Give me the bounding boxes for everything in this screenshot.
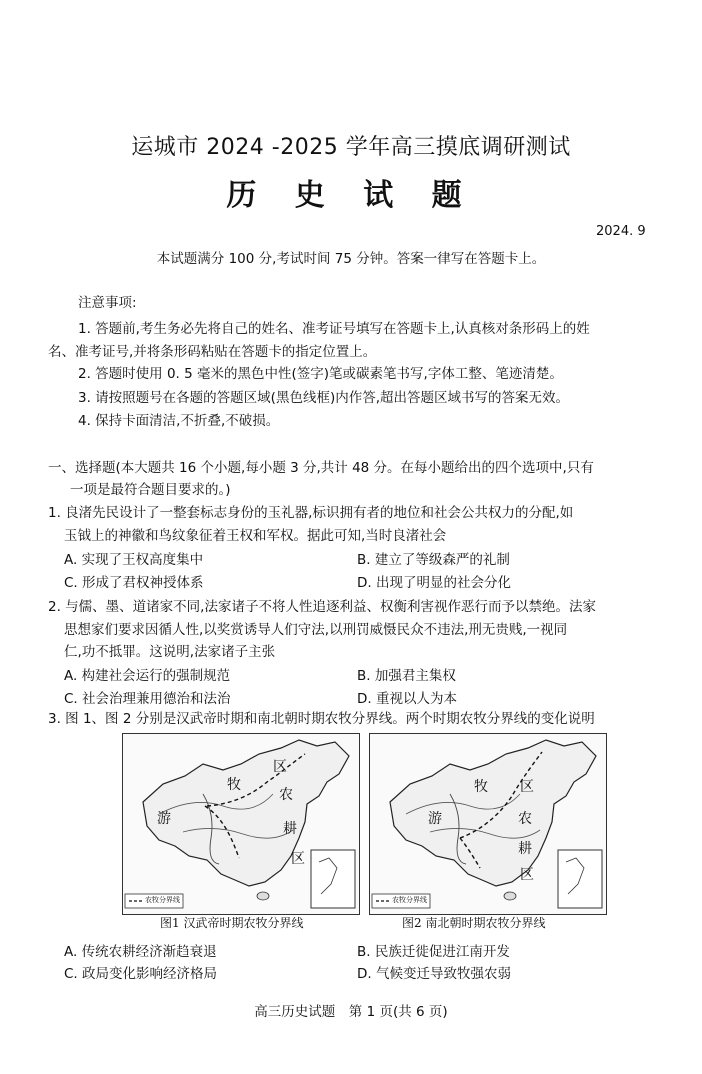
map2-legend: 农牧分界线 (392, 896, 427, 904)
q3-option-c[interactable]: C. 政局变化影响经济格局 (64, 966, 218, 982)
q2-stem-line3: 仁,功不抵罪。这说明,法家诸子主张 (64, 644, 276, 660)
exam-title: 运城市 2024 -2025 学年高三摸底调研测试 (131, 135, 571, 160)
section-heading-cont: 一项是最符合题目要求的。) (70, 482, 231, 498)
map2-label-nong: 农 (518, 811, 532, 827)
q1-option-b[interactable]: B. 建立了等级森严的礼制 (357, 552, 510, 568)
map1-label-geng: 耕 (283, 821, 297, 837)
q1-option-d[interactable]: D. 出现了明显的社会分化 (357, 575, 511, 591)
q1-stem-line2: 玉钺上的神徽和鸟纹象征着王权和军权。据此可知,当时良渚社会 (64, 528, 447, 544)
q3-stem: 3. 图 1、图 2 分别是汉武帝时期和南北朝时期农牧分界线。两个时期农牧分界线的变化说明 (48, 711, 595, 727)
q2-stem-line2: 思想家们要求因循人性,以奖赏诱导人们守法,以刑罚威慑民众不违法,刑无贵贱,一视同 (64, 622, 568, 638)
map1-label-you: 游 (157, 811, 171, 827)
q3-option-b[interactable]: B. 民族迁徙促进江南开发 (357, 944, 510, 960)
map2-label-mu: 牧 (474, 779, 488, 795)
q2-option-c[interactable]: C. 社会治理兼用德治和法治 (64, 691, 231, 707)
q2-option-a[interactable]: A. 构建社会运行的强制规范 (64, 668, 231, 684)
notice-item-4: 4. 保持卡面清洁,不折叠,不破损。 (78, 413, 280, 429)
notice-item-3: 3. 请按照题号在各题的答题区域(黑色线框)内作答,超出答题区域书写的答案无效。 (78, 390, 569, 406)
map1-label-qu-2: 区 (291, 851, 305, 867)
map1-label-mu: 牧 (227, 777, 241, 793)
notice-item-1-cont: 名、准考证号,并将条形码粘贴在答题卡的指定位置上。 (48, 344, 377, 360)
section-heading: 一、选择题(本大题共 16 个小题,每小题 3 分,共计 48 分。在每小题给出的四个选项中,只有 (48, 460, 594, 476)
q2-option-b[interactable]: B. 加强君主集权 (357, 668, 456, 684)
notice-item-2: 2. 答题时使用 0. 5 毫米的黑色中性(签字)笔或碳素笔书写,字体工整、笔迹清楚。 (78, 366, 563, 382)
map2-label-qu-1: 区 (520, 779, 534, 795)
map1-label-qu-1: 区 (273, 759, 287, 775)
q1-stem-line1: 1. 良渚先民设计了一整套标志身份的玉礼器,标识拥有者的地位和社会公共权力的分配,如 (48, 505, 574, 521)
page-footer: 高三历史试题 第 1 页(共 6 页) (254, 1004, 448, 1020)
map-southern-northern (369, 733, 607, 915)
exam-intro: 本试题满分 100 分,考试时间 75 分钟。答案一律写在答题卡上。 (156, 251, 546, 267)
q3-option-a[interactable]: A. 传统农耕经济渐趋衰退 (64, 944, 217, 960)
china-map-outline (370, 734, 606, 914)
q3-option-d[interactable]: D. 气候变迁导致牧强农弱 (357, 966, 511, 982)
map2-label-geng: 耕 (518, 841, 532, 857)
map1-legend: 农牧分界线 (145, 896, 180, 904)
q1-option-c[interactable]: C. 形成了君权神授体系 (64, 575, 204, 591)
q2-option-d[interactable]: D. 重视以人为本 (357, 691, 457, 707)
exam-date: 2024. 9 (596, 224, 646, 239)
map2-label-qu-2: 区 (520, 867, 534, 883)
map2-label-you: 游 (428, 811, 442, 827)
notice-heading: 注意事项: (78, 295, 137, 311)
q2-stem-line1: 2. 与儒、墨、道诸家不同,法家诸子不将人性追逐利益、权衡利害视作恶行而予以禁绝。法家 (48, 599, 596, 615)
map-han-wudi (122, 733, 360, 915)
map1-caption: 图1 汉武帝时期农牧分界线 (160, 916, 304, 930)
map2-caption: 图2 南北朝时期农牧分界线 (402, 916, 546, 930)
q1-option-a[interactable]: A. 实现了王权高度集中 (64, 552, 204, 568)
subject-title: 历 史 试 题 (226, 178, 476, 213)
map1-label-nong: 农 (279, 787, 293, 803)
notice-item-1: 1. 答题前,考生务必先将自己的姓名、准考证号填写在答题卡上,认真核对条形码上的姓 (78, 321, 590, 337)
